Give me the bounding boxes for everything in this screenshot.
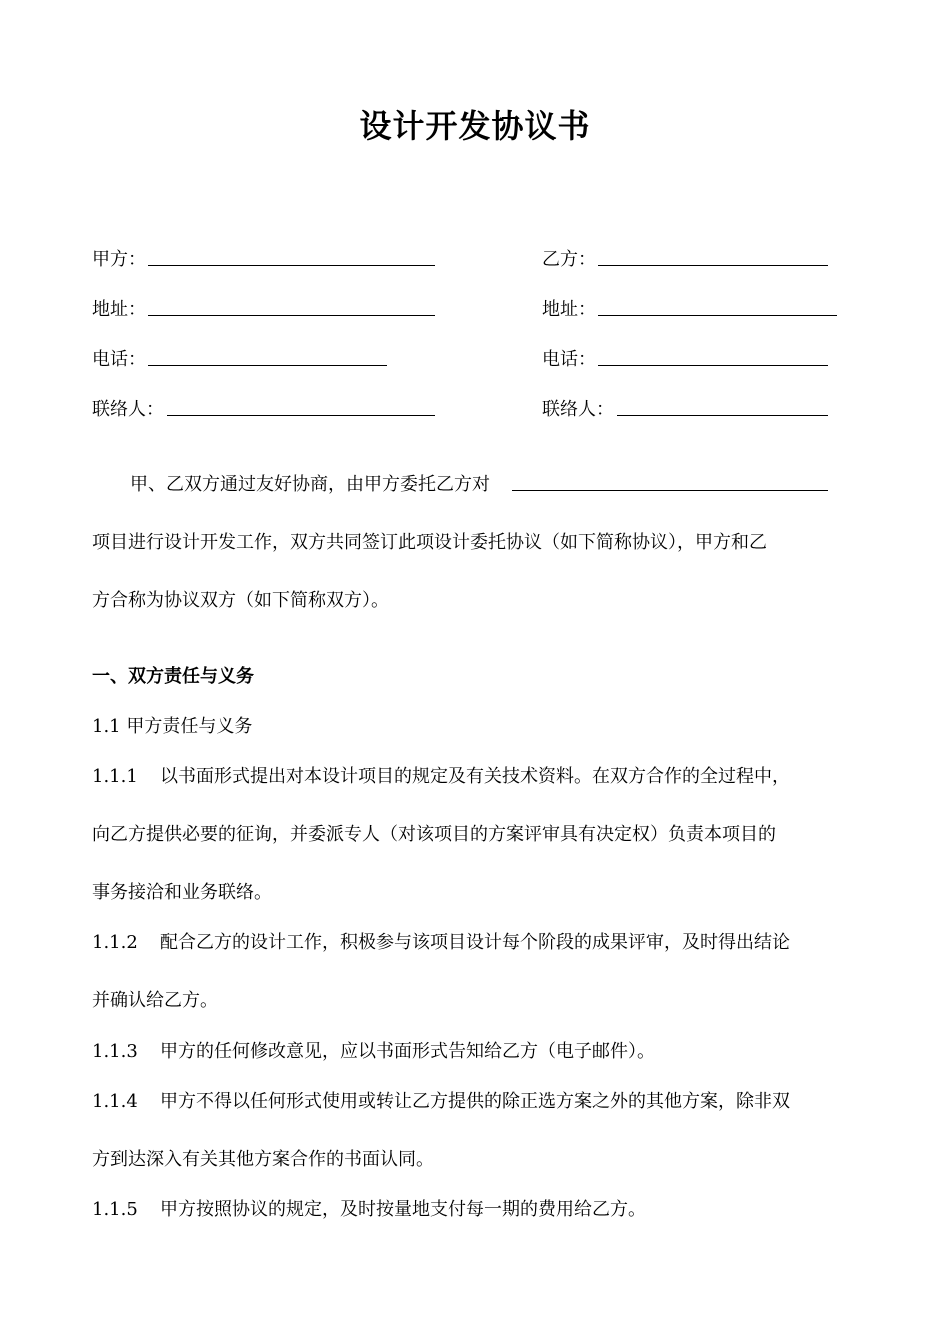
party-b-contact-label: 联络人： — [542, 399, 614, 420]
party-a-address-blank[interactable] — [148, 315, 435, 316]
clause-number: 1.1.3 — [92, 1041, 138, 1062]
clause-number: 1.1.5 — [92, 1199, 138, 1220]
clause-1-1-1 — [92, 764, 790, 790]
party-b-phone-blank[interactable] — [598, 365, 828, 366]
party-b-contact-blank[interactable] — [617, 415, 828, 416]
party-a-name-label: 甲方： — [92, 249, 146, 270]
party-b-address-label: 地址： — [542, 299, 596, 320]
section-1-heading: 一、双方责任与义务 — [92, 666, 254, 687]
party-b-name-label: 乙方： — [542, 249, 596, 270]
project-name-blank[interactable] — [512, 490, 828, 491]
clause-1-1-5 — [92, 1197, 646, 1223]
intro-line-2: 项目进行设计开发工作，双方共同签订此项设计委托协议（如下简称协议），甲方和乙 — [92, 532, 767, 553]
intro-line-1: 甲、乙双方通过友好协商，由甲方委托乙方对 — [130, 474, 490, 495]
clause-text: 配合乙方的设计工作，积极参与该项目设计每个阶段的成果评审，及时得出结论 — [160, 932, 790, 953]
clause-1-1-4 — [92, 1089, 790, 1115]
party-a-contact-label: 联络人： — [92, 399, 164, 420]
section-1-1-heading: 1.1 甲方责任与义务 — [92, 716, 253, 737]
clause-1-1-1-continued: 事务接洽和业务联络。 — [92, 882, 272, 903]
intro-line-3: 方合称为协议双方（如下简称双方）。 — [92, 590, 389, 611]
clause-1-1-4-continued: 方到达深入有关其他方案合作的书面认同。 — [92, 1149, 434, 1170]
clause-1-1-2 — [92, 930, 790, 956]
clause-1-1-3 — [92, 1039, 655, 1065]
party-b-phone-label: 电话： — [542, 349, 596, 370]
clause-number: 1.1.1 — [92, 766, 138, 787]
clause-text: 甲方的任何修改意见，应以书面形式告知给乙方（电子邮件）。 — [160, 1041, 655, 1062]
clause-text: 甲方按照协议的规定，及时按量地支付每一期的费用给乙方。 — [160, 1199, 646, 1220]
party-b-address-blank[interactable] — [598, 315, 837, 316]
clause-text: 以书面形式提出对本设计项目的规定及有关技术资料。在双方合作的全过程中， — [160, 766, 790, 787]
party-b-name-blank[interactable] — [598, 265, 828, 266]
party-a-name-blank[interactable] — [148, 265, 435, 266]
document-title: 设计开发协议书 — [359, 107, 591, 145]
clause-1-1-1-continued: 向乙方提供必要的征询，并委派专人（对该项目的方案评审具有决定权）负责本项目的 — [92, 824, 776, 845]
clause-number: 1.1.2 — [92, 932, 138, 953]
party-a-address-label: 地址： — [92, 299, 146, 320]
clause-1-1-2-continued: 并确认给乙方。 — [92, 990, 218, 1011]
party-a-phone-blank[interactable] — [148, 365, 387, 366]
clause-number: 1.1.4 — [92, 1091, 138, 1112]
clause-text: 甲方不得以任何形式使用或转让乙方提供的除正选方案之外的其他方案，除非双 — [160, 1091, 790, 1112]
party-a-phone-label: 电话： — [92, 349, 146, 370]
party-a-contact-blank[interactable] — [167, 415, 435, 416]
